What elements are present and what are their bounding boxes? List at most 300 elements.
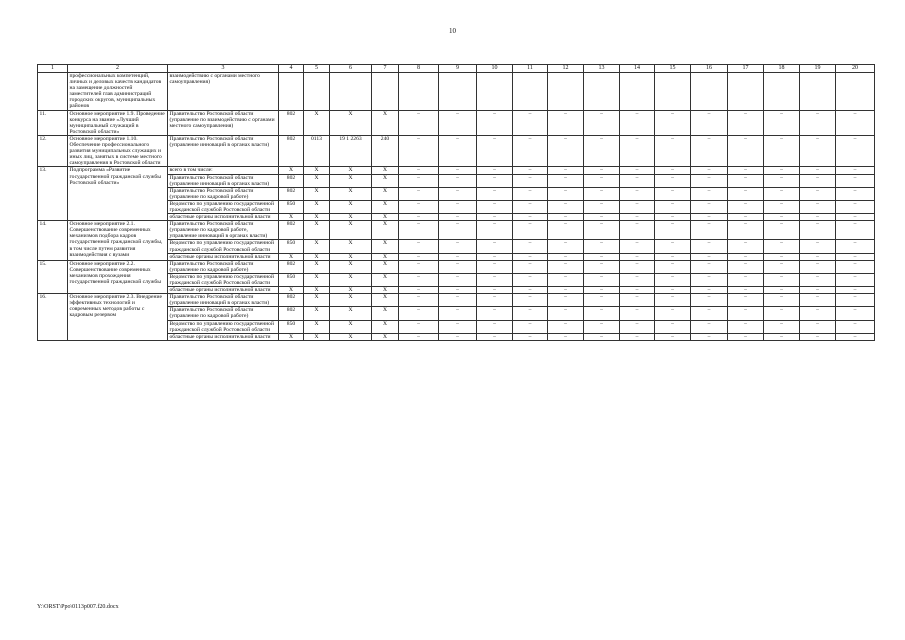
table-cell: – <box>836 294 875 307</box>
table-cell: – <box>836 221 875 240</box>
table-cell: – <box>728 320 764 333</box>
table-cell: – <box>477 273 513 286</box>
table-cell: профессиональных компетенций, личных и деловых качеств кандидатов на замещение должностей заместителей глав администраций городских округов, муниципальных районов <box>68 73 168 111</box>
table-cell: – <box>439 253 477 260</box>
table-cell: – <box>620 174 655 187</box>
table-row <box>38 110 875 135</box>
table-cell: Х <box>330 253 372 260</box>
table-cell: – <box>399 240 439 253</box>
table-cell: Основное мероприятие 1.9. Проведение конкурса на звание «Лучший муниципальный служащий в Ростовской области» <box>68 110 168 135</box>
header-cell: 9 <box>439 65 477 73</box>
table-row <box>38 260 875 273</box>
table-cell: Правительство Ростовской области (управление по кадровой работе) <box>168 187 279 200</box>
table-cell: Х <box>372 110 399 135</box>
table-cell: 14. <box>38 221 68 261</box>
table-cell: Х <box>330 200 372 213</box>
header-cell: 6 <box>330 65 372 73</box>
table-cell: – <box>620 320 655 333</box>
table-cell: – <box>513 260 548 273</box>
table-cell: – <box>584 167 620 174</box>
table-cell: – <box>477 294 513 307</box>
table-cell: 15. <box>38 260 68 293</box>
table-cell: – <box>439 240 477 253</box>
table-cell <box>800 73 836 111</box>
table-cell: Х <box>304 214 330 221</box>
table-cell: 802 <box>279 110 304 135</box>
table-cell: – <box>620 135 655 166</box>
table-cell: – <box>800 221 836 240</box>
table-cell: – <box>655 320 691 333</box>
table-cell: – <box>513 187 548 200</box>
table-cell: Х <box>330 273 372 286</box>
table-cell: – <box>548 214 584 221</box>
table-cell: – <box>691 273 728 286</box>
table-cell: – <box>620 221 655 240</box>
table-cell: – <box>477 307 513 320</box>
table-cell: Х <box>304 320 330 333</box>
table-cell: – <box>655 187 691 200</box>
table-cell: – <box>548 200 584 213</box>
table-cell: – <box>548 240 584 253</box>
table-cell: – <box>477 214 513 221</box>
header-cell: 1 <box>38 65 68 73</box>
table-cell: – <box>764 273 800 286</box>
table-cell: – <box>764 174 800 187</box>
table-row <box>38 73 875 111</box>
table-cell: – <box>477 253 513 260</box>
table-cell: Х <box>330 307 372 320</box>
table-cell: Правительство Ростовской области (управление по взаимодействию с органами местного самоуправления) <box>168 110 279 135</box>
header-cell: 20 <box>836 65 875 73</box>
table-cell: Х <box>330 240 372 253</box>
table-cell: Х <box>372 174 399 187</box>
table-cell: – <box>728 294 764 307</box>
table-cell: взаимодействию с органами местного самоуправления) <box>168 73 279 111</box>
table-cell: – <box>584 260 620 273</box>
table-cell: – <box>655 135 691 166</box>
table-cell: – <box>584 253 620 260</box>
table-cell <box>836 73 875 111</box>
table-cell: – <box>691 187 728 200</box>
table-cell: – <box>548 287 584 294</box>
table-cell: Х <box>279 167 304 174</box>
table-cell: 0113 <box>304 135 330 166</box>
table-row <box>38 221 875 240</box>
table-cell: – <box>439 214 477 221</box>
table-cell: Х <box>330 320 372 333</box>
table-cell: – <box>477 240 513 253</box>
table-cell <box>279 73 304 111</box>
table-cell: – <box>584 287 620 294</box>
table-cell: – <box>691 221 728 240</box>
table-cell: – <box>764 110 800 135</box>
budget-table <box>37 64 875 341</box>
table-cell: – <box>655 287 691 294</box>
table-cell: Х <box>304 167 330 174</box>
table-cell: – <box>728 273 764 286</box>
table-cell: Х <box>330 287 372 294</box>
table-cell: – <box>836 307 875 320</box>
table-cell: – <box>584 174 620 187</box>
table-cell: – <box>800 200 836 213</box>
table-cell: – <box>620 240 655 253</box>
table-cell: – <box>513 110 548 135</box>
table-cell: 13. <box>38 167 68 221</box>
table-cell: – <box>548 110 584 135</box>
table-cell: – <box>399 294 439 307</box>
table-cell: – <box>548 320 584 333</box>
table-cell: – <box>620 260 655 273</box>
table-cell: – <box>836 260 875 273</box>
table-cell: – <box>655 273 691 286</box>
table-cell: – <box>764 287 800 294</box>
table-cell: – <box>548 260 584 273</box>
table-cell: – <box>399 273 439 286</box>
table-cell: – <box>655 240 691 253</box>
table-cell: 802 <box>279 294 304 307</box>
table-cell: – <box>764 260 800 273</box>
table-cell: – <box>800 260 836 273</box>
table-cell: 802 <box>279 260 304 273</box>
header-cell: 10 <box>477 65 513 73</box>
table-cell: – <box>513 200 548 213</box>
file-path-footer: Y:\ORST\Ppo\0113p007.f20.docx <box>37 604 119 610</box>
table-cell: – <box>800 320 836 333</box>
table-cell: – <box>728 174 764 187</box>
table-cell: Х <box>372 333 399 340</box>
table-cell: – <box>655 174 691 187</box>
table-cell: – <box>728 187 764 200</box>
table-cell <box>372 73 399 111</box>
table-cell: – <box>399 333 439 340</box>
table-cell <box>548 73 584 111</box>
table-cell: – <box>728 200 764 213</box>
table-cell: – <box>513 287 548 294</box>
table-row <box>38 167 875 174</box>
table-cell: – <box>691 307 728 320</box>
table-cell: – <box>513 240 548 253</box>
table-cell: Х <box>304 240 330 253</box>
table-cell <box>764 73 800 111</box>
table-cell: – <box>620 273 655 286</box>
table-cell: 850 <box>279 273 304 286</box>
table-cell: – <box>439 187 477 200</box>
table-cell: – <box>513 273 548 286</box>
table-cell: – <box>836 187 875 200</box>
table-cell: – <box>477 320 513 333</box>
table-cell: – <box>764 333 800 340</box>
table-cell: – <box>800 307 836 320</box>
table-cell: – <box>399 221 439 240</box>
table-cell: – <box>584 110 620 135</box>
table-cell <box>728 73 764 111</box>
table-cell: – <box>800 287 836 294</box>
table-cell: – <box>836 110 875 135</box>
table-cell: – <box>691 287 728 294</box>
table-cell: – <box>620 110 655 135</box>
table-cell: – <box>477 187 513 200</box>
table-cell: – <box>728 221 764 240</box>
table-cell: Х <box>372 260 399 273</box>
table-cell: – <box>399 307 439 320</box>
table-cell: – <box>477 135 513 166</box>
table-cell: Х <box>372 273 399 286</box>
table-cell: Х <box>304 307 330 320</box>
table-cell: – <box>439 287 477 294</box>
table-cell: Правительство Ростовской области (управление инноваций в органах власти) <box>168 294 279 307</box>
table-cell: Х <box>330 260 372 273</box>
table-row <box>38 294 875 307</box>
table-cell: – <box>439 135 477 166</box>
table-cell: – <box>764 214 800 221</box>
table-cell: – <box>513 320 548 333</box>
table-cell: 802 <box>279 135 304 166</box>
table-cell: 16. <box>38 294 68 341</box>
table-cell: – <box>620 167 655 174</box>
table-cell: – <box>548 174 584 187</box>
table-cell: – <box>620 287 655 294</box>
header-cell: 5 <box>304 65 330 73</box>
table-cell: Х <box>279 214 304 221</box>
table-cell: Х <box>330 174 372 187</box>
table-cell: Основное мероприятие 2.3. Внедрение эффективных технологий и современных методов работы с кадровым резервом <box>68 294 168 341</box>
table-cell: Х <box>330 110 372 135</box>
table-cell: 802 <box>279 307 304 320</box>
table-cell: – <box>836 200 875 213</box>
header-cell: 16 <box>691 65 728 73</box>
table-cell: – <box>836 214 875 221</box>
table-cell: – <box>477 287 513 294</box>
table-cell <box>655 73 691 111</box>
header-cell: 13 <box>584 65 620 73</box>
table-cell: – <box>655 294 691 307</box>
table-cell: – <box>655 253 691 260</box>
table-cell: – <box>655 214 691 221</box>
table-cell: – <box>800 135 836 166</box>
table-cell: Х <box>372 200 399 213</box>
table-cell: – <box>439 221 477 240</box>
table-cell: – <box>584 221 620 240</box>
header-cell: 3 <box>168 65 279 73</box>
table-cell: 850 <box>279 240 304 253</box>
table-cell: – <box>836 167 875 174</box>
table-cell: – <box>655 221 691 240</box>
table-cell: – <box>691 167 728 174</box>
table-cell: – <box>800 253 836 260</box>
table-cell: – <box>728 333 764 340</box>
table-cell: – <box>584 307 620 320</box>
table-cell: – <box>584 294 620 307</box>
table-cell: – <box>439 333 477 340</box>
table-cell: – <box>655 260 691 273</box>
table-cell: областные органы исполнительной власти <box>168 287 279 294</box>
table-cell: Х <box>304 294 330 307</box>
table-cell: Х <box>304 253 330 260</box>
table-cell: 802 <box>279 174 304 187</box>
table-cell: – <box>548 294 584 307</box>
table-cell: – <box>764 307 800 320</box>
table-cell: – <box>477 221 513 240</box>
table-cell: – <box>655 110 691 135</box>
table-cell: – <box>800 294 836 307</box>
table-cell: – <box>836 240 875 253</box>
table-cell <box>399 73 439 111</box>
table-cell <box>584 73 620 111</box>
table-cell: – <box>691 240 728 253</box>
table-cell: Правительство Ростовской области (управление по кадровой работе) <box>168 307 279 320</box>
table-cell: – <box>399 214 439 221</box>
table-cell: Х <box>330 214 372 221</box>
table-cell: 802 <box>279 187 304 200</box>
table-cell: – <box>439 320 477 333</box>
table-cell: 850 <box>279 320 304 333</box>
header-row <box>38 65 875 73</box>
table-cell <box>477 73 513 111</box>
table-cell: Основное мероприятие 1.10. Обеспечение профессионального развития муниципальных служащих и иных лиц, занятых в системе местного самоуправления в Ростовской области <box>68 135 168 166</box>
table-cell: Х <box>279 333 304 340</box>
table-cell: – <box>439 200 477 213</box>
table-cell: – <box>764 221 800 240</box>
table-cell <box>330 73 372 111</box>
table-cell: – <box>691 294 728 307</box>
table-cell: Ведомство по управлению государственной гражданской службой Ростовской области <box>168 240 279 253</box>
table-cell: – <box>399 287 439 294</box>
table-cell: – <box>477 174 513 187</box>
table-cell: – <box>764 187 800 200</box>
table-cell: Х <box>330 294 372 307</box>
table-cell: 850 <box>279 200 304 213</box>
table-cell: – <box>764 240 800 253</box>
table-cell: Х <box>372 214 399 221</box>
table-cell: – <box>800 174 836 187</box>
table-cell: Х <box>304 260 330 273</box>
table-cell: – <box>764 167 800 174</box>
table-cell: – <box>728 307 764 320</box>
table-cell: 11. <box>38 110 68 135</box>
table-cell: Х <box>304 200 330 213</box>
table-cell: – <box>728 214 764 221</box>
table-cell: – <box>477 110 513 135</box>
table-cell: – <box>399 253 439 260</box>
table-cell: – <box>548 333 584 340</box>
table-cell: – <box>728 260 764 273</box>
table-cell: Х <box>372 287 399 294</box>
table-cell: – <box>439 273 477 286</box>
table-cell: – <box>728 110 764 135</box>
table-cell: – <box>728 287 764 294</box>
table-cell: Х <box>330 167 372 174</box>
table-cell: Х <box>304 333 330 340</box>
table-cell: – <box>439 110 477 135</box>
table-cell: – <box>800 333 836 340</box>
table-cell: – <box>655 167 691 174</box>
table-cell: Правительство Ростовской области (управление по кадровой работе, управление инноваций в органах власти) <box>168 221 279 240</box>
table-cell: 19 1 2263 <box>330 135 372 166</box>
table-cell: – <box>439 167 477 174</box>
table-cell: – <box>655 333 691 340</box>
table-cell: – <box>477 333 513 340</box>
table-cell: 802 <box>279 221 304 240</box>
table-cell: Х <box>304 110 330 135</box>
table-cell: – <box>620 294 655 307</box>
table-cell: Ведомство по управлению государственной гражданской службой Ростовской области <box>168 320 279 333</box>
table-cell: – <box>513 214 548 221</box>
table-cell: – <box>439 307 477 320</box>
table-cell: – <box>399 260 439 273</box>
table-cell: – <box>584 187 620 200</box>
table-cell: – <box>399 187 439 200</box>
table-cell: – <box>399 200 439 213</box>
table-cell: – <box>655 307 691 320</box>
table-cell: – <box>691 174 728 187</box>
page-number: 10 <box>449 27 456 35</box>
table-cell: Х <box>304 287 330 294</box>
table-cell: – <box>584 320 620 333</box>
table-cell <box>439 73 477 111</box>
table-cell: Х <box>279 253 304 260</box>
table-cell <box>691 73 728 111</box>
table-cell: – <box>691 320 728 333</box>
table-cell: областные органы исполнительной власти <box>168 333 279 340</box>
table-cell: Правительство Ростовской области (управление инноваций в органах власти) <box>168 135 279 166</box>
table-cell: – <box>800 110 836 135</box>
table-cell: – <box>399 135 439 166</box>
header-cell: 17 <box>728 65 764 73</box>
table-cell: – <box>836 320 875 333</box>
table-cell: 12. <box>38 135 68 166</box>
header-cell: 14 <box>620 65 655 73</box>
table-cell: – <box>548 187 584 200</box>
table-cell <box>620 73 655 111</box>
table-cell: – <box>584 200 620 213</box>
table-cell: Х <box>372 307 399 320</box>
table-cell: – <box>439 294 477 307</box>
table-cell: – <box>836 273 875 286</box>
table-cell: – <box>513 253 548 260</box>
header-cell: 18 <box>764 65 800 73</box>
table-cell: – <box>620 307 655 320</box>
table-cell: – <box>584 214 620 221</box>
table-cell: Х <box>330 187 372 200</box>
table-cell: – <box>584 273 620 286</box>
table-cell: – <box>548 273 584 286</box>
header-cell: 2 <box>68 65 168 73</box>
table-cell: – <box>800 167 836 174</box>
header-cell: 4 <box>279 65 304 73</box>
table-cell: – <box>620 214 655 221</box>
table-cell: – <box>513 333 548 340</box>
table-cell: Х <box>279 287 304 294</box>
table-cell: – <box>728 253 764 260</box>
header-cell: 11 <box>513 65 548 73</box>
table-cell: – <box>548 167 584 174</box>
table-cell: – <box>513 221 548 240</box>
table-cell: – <box>691 260 728 273</box>
table-cell: – <box>764 200 800 213</box>
table-cell: – <box>800 187 836 200</box>
table-cell: – <box>691 253 728 260</box>
table-cell: – <box>439 260 477 273</box>
header-cell: 7 <box>372 65 399 73</box>
table-cell: Х <box>372 187 399 200</box>
table-cell: – <box>728 135 764 166</box>
table-cell: – <box>691 200 728 213</box>
table-cell: – <box>655 200 691 213</box>
table-cell: 240 <box>372 135 399 166</box>
table-cell: – <box>584 333 620 340</box>
table-cell: – <box>764 135 800 166</box>
table-cell: – <box>800 214 836 221</box>
